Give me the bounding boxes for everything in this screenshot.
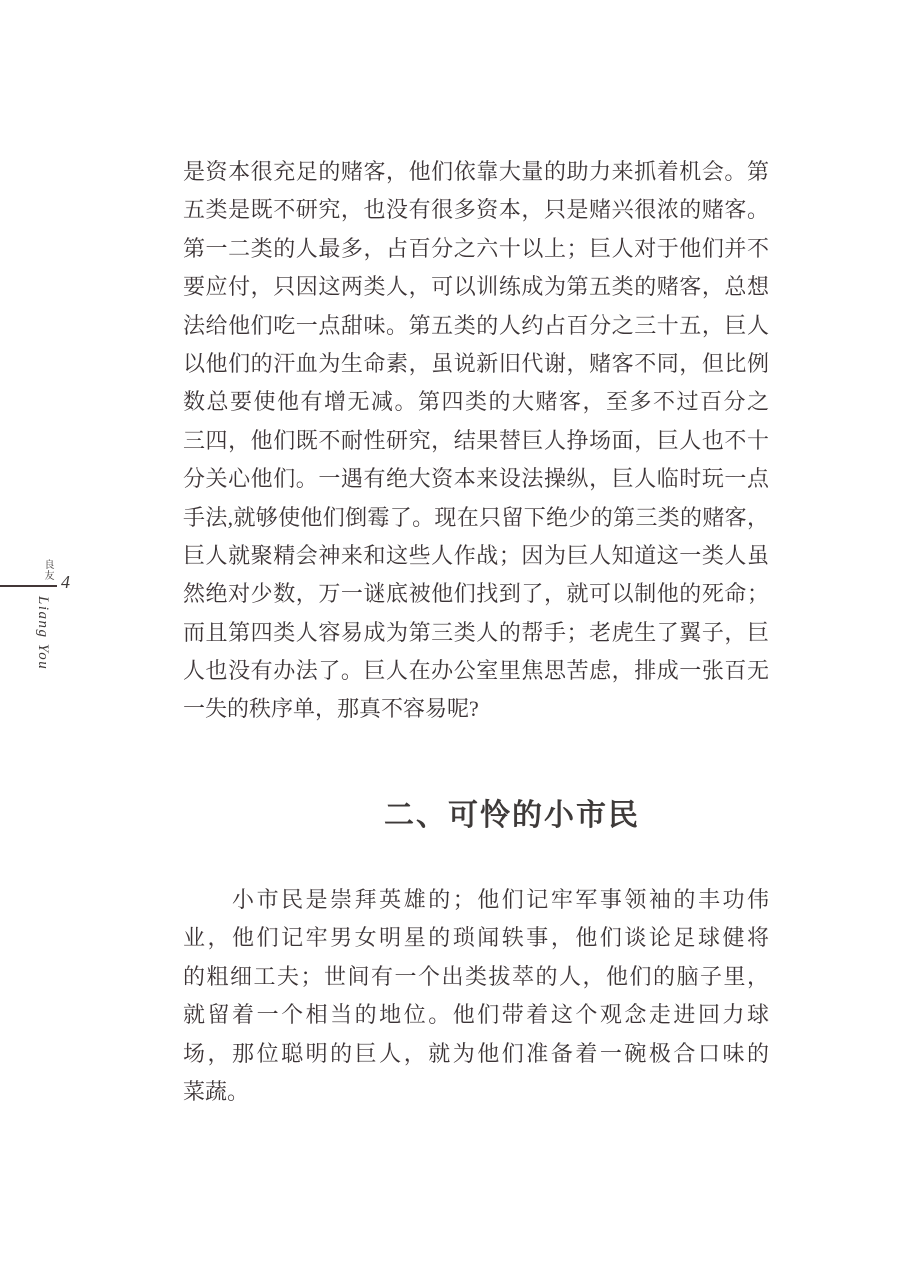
- text-line: 五类是既不研究，也没有很多资本，只是赌兴很浓的赌客。: [183, 197, 769, 223]
- text-line: 三四，他们既不耐性研究，结果替巨人挣场面，巨人也不十: [183, 427, 769, 453]
- text-line: 的粗细工夫；世间有一个出类拔萃的人，他们的脑子里，: [183, 963, 769, 989]
- text-line: 手法,就够使他们倒霉了。现在只留下绝少的第三类的赌客，: [183, 504, 769, 530]
- text-line: 业，他们记牢男女明星的琐闻轶事，他们谈论足球健将: [183, 925, 769, 951]
- text-line: 法给他们吃一点甜味。第五类的人约占百分之三十五，巨人: [183, 312, 769, 338]
- text-line: 然绝对少数，万一谜底被他们找到了，就可以制他的死命；: [183, 581, 769, 607]
- text-line: 小市民是崇拜英雄的；他们记牢军事领袖的丰功伟: [183, 887, 769, 912]
- text-line: 分关心他们。一遇有绝大资本来设法操纵，巨人临时玩一点: [183, 466, 769, 492]
- text-line: 一失的秩序单，那真不容易呢?: [183, 696, 479, 722]
- paragraph-2: [183, 881, 769, 1111]
- folio-divider: [0, 585, 57, 587]
- folio-label-latin: Liang You: [35, 596, 51, 671]
- text-line: 菜蔬。: [183, 1078, 250, 1104]
- section-heading: 二、可怜的小市民: [384, 799, 640, 832]
- text-line: 以他们的汗血为生命素，虽说新旧代谢，赌客不同，但比例: [183, 350, 769, 376]
- text-line: 就留着一个相当的地位。他们带着这个观念走进回力球: [183, 1002, 769, 1028]
- text-line: 人也没有办法了。巨人在办公室里焦思苦虑，排成一张百无: [183, 658, 769, 684]
- text-line: 第一二类的人最多，占百分之六十以上；巨人对于他们并不: [183, 235, 769, 261]
- folio-label-cjk: 良友: [42, 559, 53, 581]
- text-line: 是资本很充足的赌客，他们依靠大量的助力来抓着机会。第: [183, 159, 769, 184]
- paragraph-1: [183, 153, 769, 729]
- text-line: 巨人就聚精会神来和这些人作战；因为巨人知道这一类人虽: [183, 542, 769, 568]
- text-line: 要应付，只因这两类人，可以训练成为第五类的赌客，总想: [183, 274, 769, 300]
- text-line: 数总要使他有增无减。第四类的大赌客，至多不过百分之: [183, 389, 769, 415]
- text-line: 而且第四类人容易成为第三类人的帮手；老虎生了翼子，巨: [183, 619, 769, 645]
- page-number: 4: [61, 572, 70, 592]
- text-line: 场，那位聪明的巨人，就为他们准备着一碗极合口味的: [183, 1040, 769, 1066]
